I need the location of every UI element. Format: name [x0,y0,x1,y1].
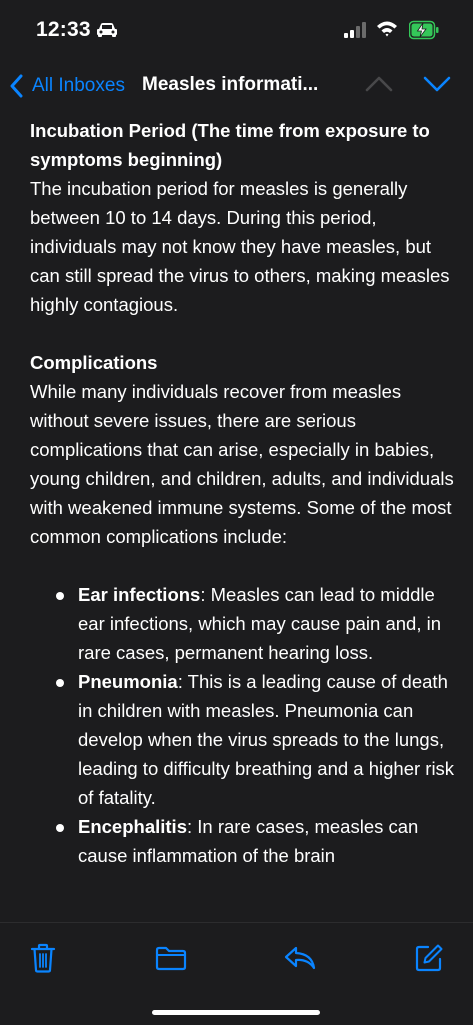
home-indicator[interactable] [152,1010,320,1015]
list-item-text: : This is a leading cause of death in children with measles. Pneumonia can develop when the virus spreads to the lungs, leading to difficulty breathing and a higher risk of fatality. [78,671,455,808]
reply-icon[interactable] [284,945,316,971]
complications-heading: Complications [30,352,158,373]
back-label: All Inboxes [32,75,125,96]
complications-list [30,580,455,870]
wifi-icon [376,20,398,38]
chevron-left-icon [10,74,24,98]
back-button[interactable] [10,70,125,102]
car-icon [96,22,118,38]
complications-paragraph: While many individuals recover from measles without severe issues, there are serious complications that can arise, especially in babies, young children, and children, adults, and individuals with weakened immune systems. Some of the most common complications include: [30,381,454,547]
email-body [30,116,455,870]
list-item-text: : Measles can lead to middle ear infections, which may cause pain and, in rare cases, permanent hearing loss. [78,584,442,663]
email-body-scroll-area[interactable] [0,110,473,922]
navigation-bar [0,62,473,111]
battery-charging-icon [409,20,439,40]
list-item [30,667,455,812]
previous-message-chevron-up-icon[interactable] [364,74,394,94]
list-item-text: : In rare cases, measles can cause inflammation of the brain [78,816,419,866]
next-message-chevron-down-icon[interactable] [422,74,452,94]
status-time: 12:33 [36,18,91,41]
incubation-paragraph: The incubation period for measles is generally between 10 to 14 days. During this period, individuals may not know they have measles, but can still spread the virus to others, making measles highly contagious. [30,178,450,315]
cellular-signal-icon [344,22,368,38]
compose-icon[interactable] [414,943,444,973]
list-item-term: Encephalitis [78,816,187,837]
list-item-term: Pneumonia [78,671,178,692]
trash-icon[interactable] [30,943,56,973]
folder-icon[interactable] [155,945,187,971]
list-item [30,812,455,870]
status-bar [0,0,473,62]
incubation-heading: Incubation Period (The time from exposure to symptoms beginning) [30,120,430,170]
list-item-term: Ear infections [78,584,201,605]
list-item [30,580,455,667]
message-subject-title: Measles informati... [142,74,319,95]
